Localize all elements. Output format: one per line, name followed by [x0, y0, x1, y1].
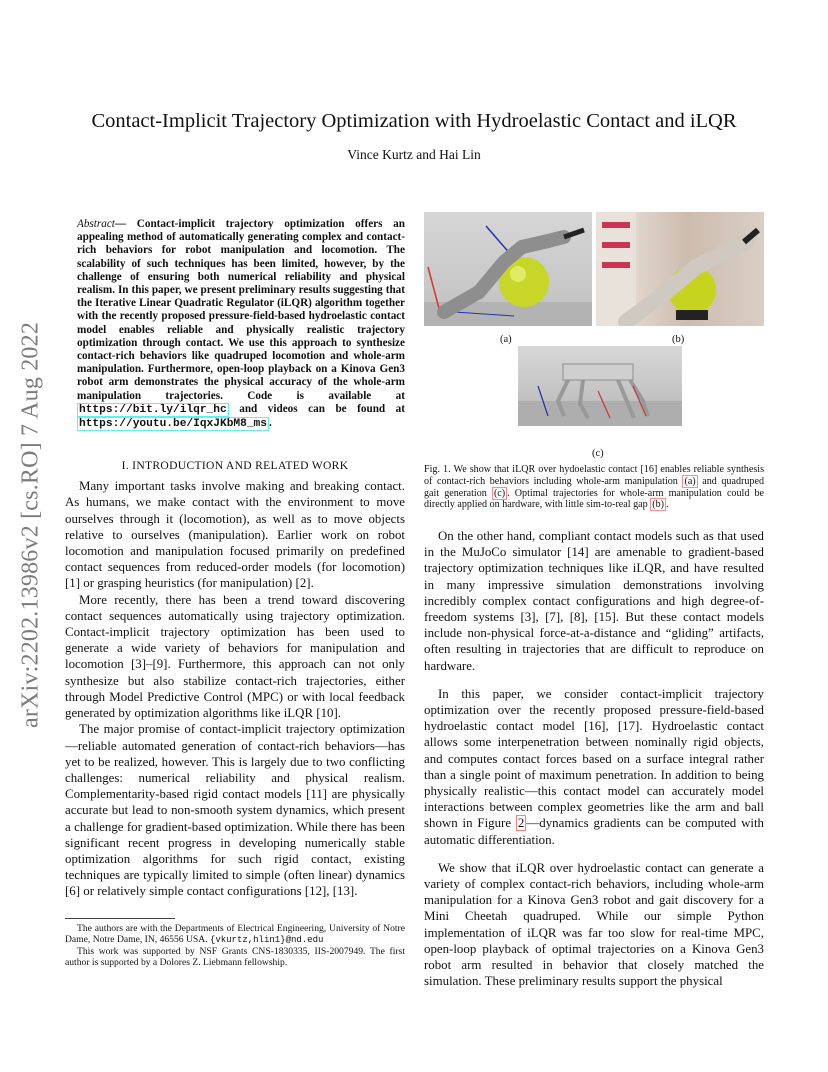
caption-text-2: and quadruped gait generation	[424, 475, 764, 499]
caption-ref-a[interactable]: (a)	[684, 475, 696, 487]
figure-image-c	[518, 346, 682, 426]
abstract-text-2: and videos can be found at	[228, 402, 405, 415]
figure-caption	[424, 464, 764, 511]
figure-2-ref[interactable]: 2	[517, 816, 525, 831]
abstract-text: — Contact-implicit trajectory optimization offers an appealing method of automatically generating complex and contact-rich behaviors for robot manipulation and locomotion. The scalability of such techniques has been limited, however, by the challenge of ensuring both numerical reliability and physical realism. In this paper, we present preliminary results suggesting that the Iterative Linear Quadratic Regulator (iLQR) algorithm together with the recently proposed pressure-field-based hydroelastic contact model enables reliable and physically realistic trajectory optimization through contact. We use this approach to synthesize contact-rich behaviors like quadruped locomotion and whole-arm manipulation. Furthermore, open-loop playback on a Kinova Gen3 robot arm demonstrates the physical accuracy of the whole-arm manipulation trajectories. Code is available at	[77, 218, 405, 402]
video-link[interactable]: https://youtu.be/IqxJKbM8_ms	[79, 418, 267, 431]
right-paragraph-2-text: In this paper, we consider contact-implicit trajectory optimization over the recently proposed pressure-field-based hydroelastic contact model [16], [17]. Hydroelastic contact allows some interpenetration between nominally rigid objects, and computes contact forces based on a surface integral rather than a single point of maximum penetration. In addition to being physically realistic—this contact model can accurately model interactions between complex geometries like the arm and ball shown in Figure	[424, 686, 764, 831]
arxiv-id: arXiv:2202.13986v2 [cs.RO] 7 Aug 2022	[17, 321, 44, 729]
paper-title: Contact-Implicit Trajectory Optimization with Hydroelastic Contact and iLQR	[91, 110, 737, 132]
figure-image-a	[424, 212, 592, 326]
right-column	[424, 212, 765, 989]
caption-ref-b[interactable]: (b)	[652, 499, 664, 511]
abstract	[77, 218, 405, 431]
footnote-funding: This work was supported by NSF Grants CNS-1830335, IIS-2007949. The first author is supported by a Dolores Z. Liebmann fellowship.	[65, 946, 405, 969]
caption-text-1: Fig. 1. We show that iLQR over hydoelastic contact [16] enables reliable synthesis of contact-rich behaviors including whole-arm manipulation	[424, 464, 764, 487]
caption-text-3: . Optimal trajectories for whole-arm manipulation could be directly applied on hardware, with little sim-to-real gap	[424, 487, 764, 511]
arxiv-watermark	[6, 290, 56, 760]
figure-label-c: (c)	[592, 448, 604, 459]
footnotes	[65, 923, 405, 969]
intro-paragraph-3: The major promise of contact-implicit trajectory optimization—reliable automated generation of contact-rich behaviors—has yet to be realized, however. This is largely due to two conflicting challenges: numerical reliability and physical realism. Complementarity-based rigid contact models [11] are physically accurate but lead to non-smooth system dynamics, which present a challenge for gradient-based optimization. While there has been significant recent progress in developing numerically stable optimization algorithms for such rigid contact, existing techniques are typically limited to simple (often linear) dynamics [6] or relatively simple contact configurations [12], [13].	[65, 722, 405, 899]
figure-label-a: (a)	[500, 334, 512, 345]
right-paragraph-1: On the other hand, compliant contact models such as that used in the MuJoCo simulator [14] are amenable to gradient-based trajectory optimization techniques like iLQR, and have resulted in many impressive simulation demonstrations involving incredibly complex contact configurations and high degree-of-freedom systems [3], [7], [8], [15]. But these contact models include non-physical force-at-a-distance and “gliding” artifacts, often resulting in trajectories that are difficult to reproduce on hardware.	[424, 529, 764, 673]
footnote-divider	[65, 918, 175, 919]
section-heading: I. INTRODUCTION AND RELATED WORK	[121, 459, 349, 473]
figure-label-b: (b)	[672, 334, 685, 345]
caption-text-4: .	[665, 499, 669, 511]
abstract-lead: Abstract	[77, 218, 115, 230]
right-paragraph-3: We show that iLQR over hydroelastic contact can generate a variety of complex contact-rich behaviors, including whole-arm manipulation for a Kinova Gen3 robot and gait discovery for a Mini Cheetah quadruped. While our simple Python implementation of iLQR was far too slow for real-time MPC, open-loop playback of optimal trajectories on a Kinova Gen3 robot arm resulted in behavior that closely matched the simulation. These preliminary results support the physical	[424, 860, 764, 989]
abstract-text-3: .	[268, 417, 272, 430]
right-paragraph-2	[424, 686, 764, 848]
author-email[interactable]: {vkurtz,hlin1}@nd.edu	[209, 934, 324, 945]
right-body	[424, 528, 764, 1001]
code-link[interactable]: https://bit.ly/ilqr_hc	[79, 403, 227, 416]
footnote-affiliation-text: The authors are with the Departments of Electrical Engineering, University of Notre Dame, Notre Dame, IN, 46556 USA.	[65, 922, 405, 945]
intro-paragraph-1: Many important tasks involve making and breaking contact. As humans, we make contact with the environment to move ourselves through it (locomotion), as well as to move objects relative to ourselves (manipulation). Earlier work on robot locomotion and manipulation focused primarily on predefined contact sequences from reduced-order models (for locomotion) [1] or grasping heuristics (for manipulation) [2].	[65, 479, 405, 591]
intro-paragraph-2: More recently, there has been a trend toward discovering contact sequences automatically using trajectory optimization. Contact-implicit trajectory optimization has been used to generate a wide variety of behaviors for manipulation and locomotion [3]–[9]. Furthermore, this approach can not only synthesize but also stabilize contact-rich trajectories, either through Model Predictive Control (MPC) or with local feedback generated by optimization algorithms like iLQR [10].	[65, 592, 405, 721]
figure-1	[424, 212, 764, 459]
paper-authors: Vince Kurtz and Hai Lin	[347, 147, 481, 162]
right-paragraph-2-end: —dynamics gradients can be computed with automatic differentiation.	[424, 816, 765, 847]
caption-ref-c[interactable]: (c)	[493, 487, 506, 499]
footnote-affiliation	[65, 923, 405, 947]
left-column	[65, 218, 405, 969]
figure-image-b	[596, 212, 764, 326]
intro-body	[65, 478, 405, 899]
